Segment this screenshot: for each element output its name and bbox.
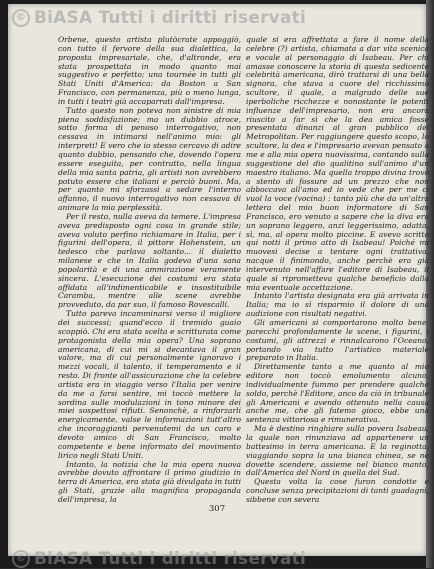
paragraph: Questa volta la cose furon condotte e concluse senza precipitazioni di tanti guadagni, sibbene con severa	[246, 477, 429, 504]
paragraph: Tutto questo non poteva non sinistre di mia piena soddisfazione; ma un dubbio atroce, sotto forma di penoso interrogativo, non cessava in intimarsi nell'animo mio: gli interpreti! E vero che io stesso cercavo di adire quanto dubbio, pensando che, dovendo l'opera essere eseguita, per contratto, nella lingua della mia santa patria, gli artisti non avrebbero potuto essere che italiani e perciò buoni. Ma, per quanto mi sforzassi a sedare l'interno affanno, il nuovo interrogativo non cessava di animare la mia perplessità.	[58, 105, 241, 213]
copyright-icon: ©	[12, 550, 30, 568]
watermark-text: BiASA Tutti i diritti riservati	[34, 8, 306, 28]
paragraph: Per il resto, nulla aveva da temere. L'impresa aveva predisposto ogni cosa in grande stile; aveva voluto perfino richiamare in Italia, per i figurini dell'opera, il pittore Hohenstein, un tedesco che parlava soltanto... il dialetto milanese e che in Italia godeva d'una sana popolarità e di una ammirazione veramente sincera. L'esecuzione dei costumi era stata affidata all'indimenticabile e insostituibile Caramba, mentre alle scene avrebbe provveduto, da par suo, il famoso Rovescalli.	[58, 211, 241, 310]
right-column	[246, 36, 429, 505]
watermark-bottom	[12, 549, 306, 569]
book-page	[8, 4, 429, 569]
paragraph: Ma è destino ringhiare sulla povera Isabeau, la quale non rinunziava ad appartenere un battesimo in terra americana. E la reginotta, viaggiando sopra la una bianca chinea, se ne dovette scendere, assieme nel bianco manto, dall'America del Nord in quella del Sud.	[246, 424, 429, 478]
paragraph: Intanto l'artista designata era già arrivata in Italia; ma io sì risparmio il dolore di una audizione con risultati negativi.	[246, 291, 429, 319]
paragraph: Tutto pareva incamminarsi verso il migliore dei successi; quand'ecco il tremido guaio scoppiò. Chi era stata scelta e scritturata come protagonista della mia opera? Una soprano americana, di cui mi si decantava il gran valore, ma di cui personalmente ignoravo i mezzi vocali, il talento, il temperamento e il resto. Di fronte all'assicurazione che la celebre artista era in viaggio verso l'Italia per venire da me a farsi sentire, mi toccò mettere la sordina sulle modulazioni in tono minore dei miei sospettosi rifiuti. Senonchè, a rinforzarli energicamente, valse le informazioni tutt'altro che incoraggianti pervenutemi da un caro e devoto amico di San Francisco, molto competente e bene informato del movimento lirico negli Stati Uniti.	[58, 309, 241, 460]
page-number: 307	[208, 504, 226, 514]
watermark-text: BiASA Tutti i diritti riservati	[34, 549, 306, 569]
paragraph: quale si era affrettata a fare il nome della celebre (?) artista, chiamata a dar vita scenica e vocale al personaggio di Isabeau. Per chi amasse conoscere la storia di questa sedicente celebrità americana, dirò trattarsi di una bella signora, che stava a cuore del ricchissimo scultore, il quale, a malgrado delle sue iperboliche ricchezze e nonostante le potenti influenze dell'impresario, non era ancora riuscito a far sì che la dea amica fosse presentata dinanzi al gran pubblico del Metropolitan. Per raggiungere questo scopo, lo scultore, la dea e l'impresario avevan pensato a me e alla mia opera nuovissima, contando sulla suggestione del dio qualitino sull'animo d'un maestro italiano. Ma quella troppo divina trovò a stento di fossure ad un prezzo che non abboccava all'amo ed io vede che per me ci vuol la voce (vocina) : tanto più che da un'altra lettera del mio buon informatore di San Francisco, ero venuto a sapere che la diva era un soprano leggero, anzi leggerissimo, adatta, sì, ma, al opera molto piccine. E avevo scritto qui notti il primo atto di Isabeau! Poiché mi muovesi decise a tentare ogni trattativa, nacque il finimondo, anche perchè era già intervenuto nell'affare l'editore di Isabeau, il quale si riprometteva qualche beneficio dalla mia eventuale accettazione.	[246, 35, 429, 292]
paragraph: Intanto, la notizia che la mia opera nuova avrebbe dovuto affrontare il primo giudizio in terra di America, era stata già divulgata in tutti gli Stati, grazie alla magnifica propaganda dell'impresa, la	[58, 459, 241, 504]
paragraph: Direttamente tanto a me quanto al mio editore non toccò emolumento alcuno, individualmente fummo per prendere qualche soldo, perchè l'Editore, anco da ciò in tribunale gli Americani e avendo ottenuto nella causa anche me, che gli fatemo gioco, ebbe una sentenza vittoriosa e rimunerativa.	[246, 362, 429, 425]
paragraph: Gli americani si comportarono molto bene: parecchi profondamente le scene, i figurini, i costumi, gli attrezzi e rinnalcarono l'Oceano, portando via tutto l'artistico materiale preparato in Italia.	[246, 318, 429, 363]
paragraph: Orbene, questo artista plutòcrate appoggiò, con tutto il fervore della sua dialettica, la proposta impresariale, che, d'altronde, era stata prospettata in modo quanto mai suggestivo e perfetto; una tournée in tutti gli Stati Uniti d'America: da Boston a San Francisco, con permanenza, più o meno lunga, in tutti i teatri già accaparrati dall'impresa.	[58, 35, 241, 106]
copyright-icon: ©	[12, 9, 30, 27]
left-column	[58, 36, 241, 505]
watermark-top	[12, 8, 306, 28]
